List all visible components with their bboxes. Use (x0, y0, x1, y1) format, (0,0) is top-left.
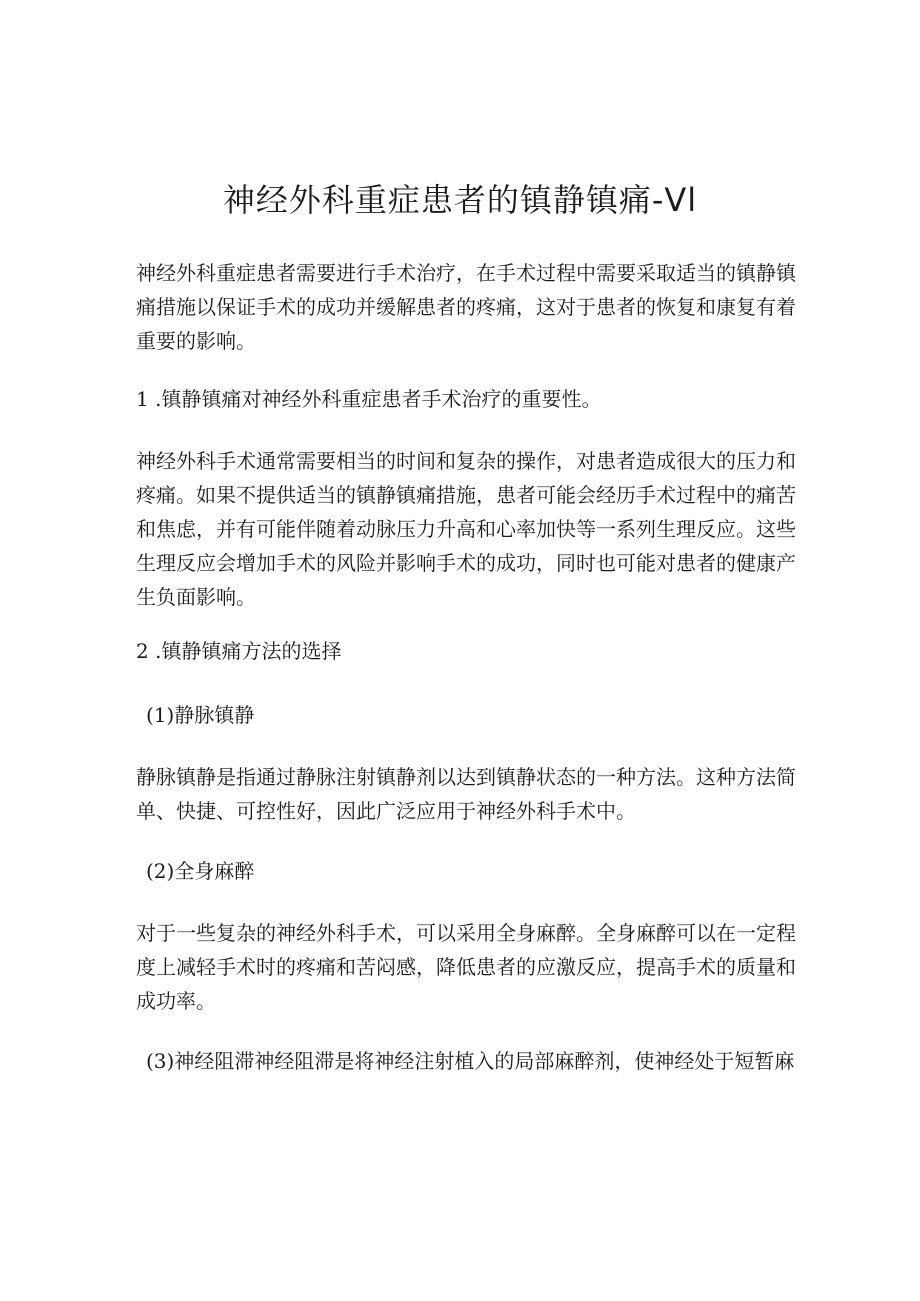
section-1-paragraph: 神经外科手术通常需要相当的时间和复杂的操作，对患者造成很大的压力和疼痛。如果不提供适当的镇静镇痛措施，患者可能会经历手术过程中的痛苦和焦虑，并有可能伴随着动脉压力升高和心率加快等一系列生理反应。这些生理反应会增加手术的风险并影响手术的成功，同时也可能对患者的健康产生负面影响。 (136, 449, 796, 609)
method-3-paragraph: (3)神经阻滞神经阻滞是将神经注射植入的局部麻醉剂，使神经处于短暂麻 (146, 1049, 795, 1073)
method-1-paragraph: 静脉镇静是指通过静脉注射镇静剂以达到镇静状态的一种方法。这种方法简单、快捷、可控性好，因此广泛应用于神经外科手术中。 (136, 765, 796, 823)
section-2-heading: 2 .镇静镇痛方法的选择 (136, 639, 342, 663)
method-2-paragraph: 对于一些复杂的神经外科手术，可以采用全身麻醉。全身麻醉可以在一定程度上减轻手术时的疼痛和苦闷感，降低患者的应激反应，提高手术的质量和成功率。 (136, 921, 796, 1013)
method-1-heading: (1)静脉镇静 (146, 703, 255, 727)
method-2-heading: (2)全身麻醉 (146, 859, 255, 883)
intro-paragraph: 神经外科重症患者需要进行手术治疗，在手术过程中需要采取适当的镇静镇痛措施以保证手术的成功并缓解患者的疼痛，这对于患者的恢复和康复有着重要的影响。 (136, 261, 796, 353)
document-title: 神经外科重症患者的镇静镇痛-Vl (222, 181, 698, 219)
section-1-heading: 1 .镇静镇痛对神经外科重症患者手术治疗的重要性。 (136, 387, 602, 411)
